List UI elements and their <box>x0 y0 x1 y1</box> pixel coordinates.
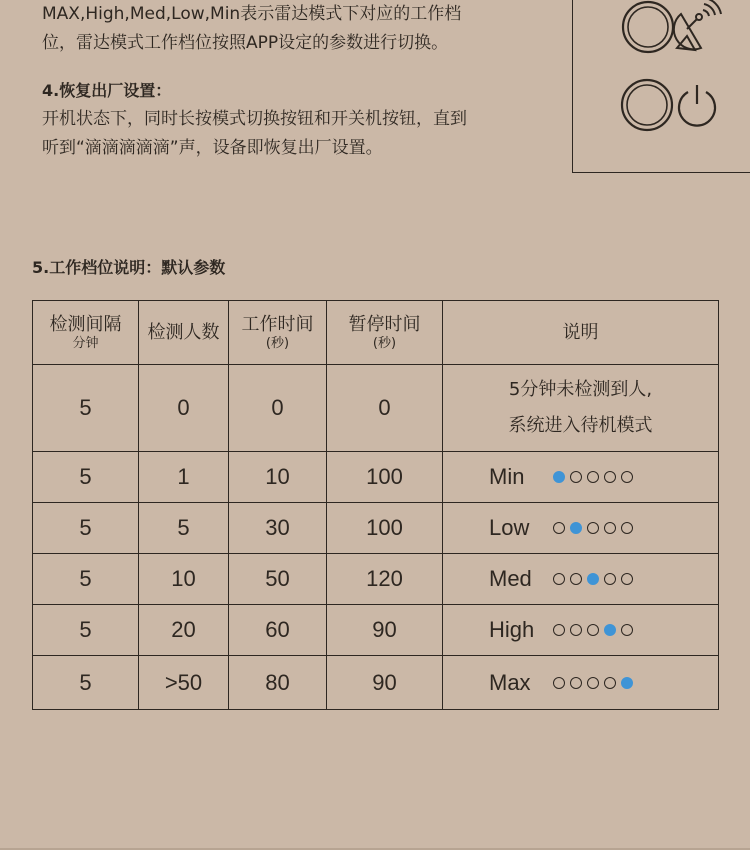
cell-mode <box>443 656 719 710</box>
table-row <box>33 452 719 503</box>
cell-work-time: 10 <box>229 452 327 503</box>
level-dot <box>587 471 599 483</box>
mode-indicator-dots <box>553 522 633 534</box>
level-dot <box>553 522 565 534</box>
active-level-dot <box>553 471 565 483</box>
header-description: 说明 <box>443 301 719 365</box>
level-dot <box>570 624 582 636</box>
cell-pause-time: 0 <box>327 365 443 452</box>
mode-label: Med <box>489 566 532 591</box>
table-row <box>33 605 719 656</box>
level-dot <box>621 471 633 483</box>
level-dot <box>570 677 582 689</box>
section-4-heading: 4.恢复出厂设置： <box>42 81 172 100</box>
cell-mode <box>443 503 719 554</box>
table-title: 5.工作档位说明：默认参数 <box>32 258 226 277</box>
radar-dish-icon <box>674 0 721 50</box>
level-dot <box>621 624 633 636</box>
mode-label: High <box>489 617 535 642</box>
active-level-dot <box>587 573 599 585</box>
cell-pause-time: 90 <box>327 605 443 656</box>
intro-line-1: MAX,High,Med,Low,Min表示雷达模式下对应的工作档 <box>42 4 462 24</box>
cell-pause-time: 90 <box>327 656 443 710</box>
mode-indicator-dots <box>553 677 633 689</box>
cell-description <box>443 365 719 452</box>
cell-mode <box>443 605 719 656</box>
level-dot <box>621 522 633 534</box>
intro-line-2: 位，雷达模式工作档位按照APP设定的参数进行切换。 <box>42 33 449 53</box>
mode-label: Min <box>489 464 525 489</box>
level-dot <box>604 471 616 483</box>
mode-label: Max <box>489 669 531 695</box>
header-interval: 检测间隔 分钟 <box>33 301 139 365</box>
cell-work-time: 30 <box>229 503 327 554</box>
header-people: 检测人数 <box>139 301 229 365</box>
work-mode-table <box>32 300 719 710</box>
cell-interval: 5 <box>33 554 139 605</box>
level-dot <box>587 624 599 636</box>
level-dot <box>553 573 565 585</box>
cell-people: 10 <box>139 554 229 605</box>
level-dot <box>587 677 599 689</box>
mode-indicator-dots <box>553 471 633 483</box>
cell-mode <box>443 554 719 605</box>
cell-interval: 5 <box>33 503 139 554</box>
cell-interval: 5 <box>33 656 139 710</box>
cell-interval: 5 <box>33 605 139 656</box>
power-symbol-icon <box>679 85 715 126</box>
cell-work-time: 60 <box>229 605 327 656</box>
level-dot <box>570 573 582 585</box>
cell-mode <box>443 452 719 503</box>
level-dot <box>553 624 565 636</box>
cell-pause-time: 100 <box>327 452 443 503</box>
table-header-row <box>33 301 719 365</box>
active-level-dot <box>621 677 633 689</box>
cell-interval: 5 <box>33 365 139 452</box>
cell-people: >50 <box>139 656 229 710</box>
cell-work-time: 80 <box>229 656 327 710</box>
power-button-icon <box>622 80 672 130</box>
level-dot <box>570 471 582 483</box>
mode-button-icon <box>623 2 673 52</box>
active-level-dot <box>604 624 616 636</box>
section-4-line-1: 开机状态下，同时长按模式切换按钮和开关机按钮，直到 <box>42 109 467 129</box>
cell-people: 1 <box>139 452 229 503</box>
header-work-time: 工作时间 (秒) <box>229 301 327 365</box>
cell-work-time: 50 <box>229 554 327 605</box>
level-dot <box>604 677 616 689</box>
cell-pause-time: 100 <box>327 503 443 554</box>
cell-pause-time: 120 <box>327 554 443 605</box>
cell-people: 20 <box>139 605 229 656</box>
table-row <box>33 365 719 452</box>
cell-people: 0 <box>139 365 229 452</box>
device-panel-illustration <box>572 0 750 173</box>
table-row <box>33 554 719 605</box>
table-row <box>33 503 719 554</box>
standby-desc-line-1: 5分钟未检测到人, <box>508 379 653 400</box>
standby-desc-line-2: 系统进入待机模式 <box>508 415 653 436</box>
header-pause-time: 暂停时间 (秒) <box>327 301 443 365</box>
level-dot <box>604 522 616 534</box>
cell-interval: 5 <box>33 452 139 503</box>
mode-indicator-dots <box>553 573 633 585</box>
section-4-line-2: 听到“滴滴滴滴滴”声，设备即恢复出厂设置。 <box>42 138 383 158</box>
level-dot <box>587 522 599 534</box>
level-dot <box>621 573 633 585</box>
mode-label: Low <box>489 515 530 540</box>
table-row <box>33 656 719 710</box>
active-level-dot <box>570 522 582 534</box>
level-dot <box>553 677 565 689</box>
cell-work-time: 0 <box>229 365 327 452</box>
mode-indicator-dots <box>553 624 633 636</box>
level-dot <box>604 573 616 585</box>
intro-text-block <box>42 0 562 163</box>
cell-people: 5 <box>139 503 229 554</box>
